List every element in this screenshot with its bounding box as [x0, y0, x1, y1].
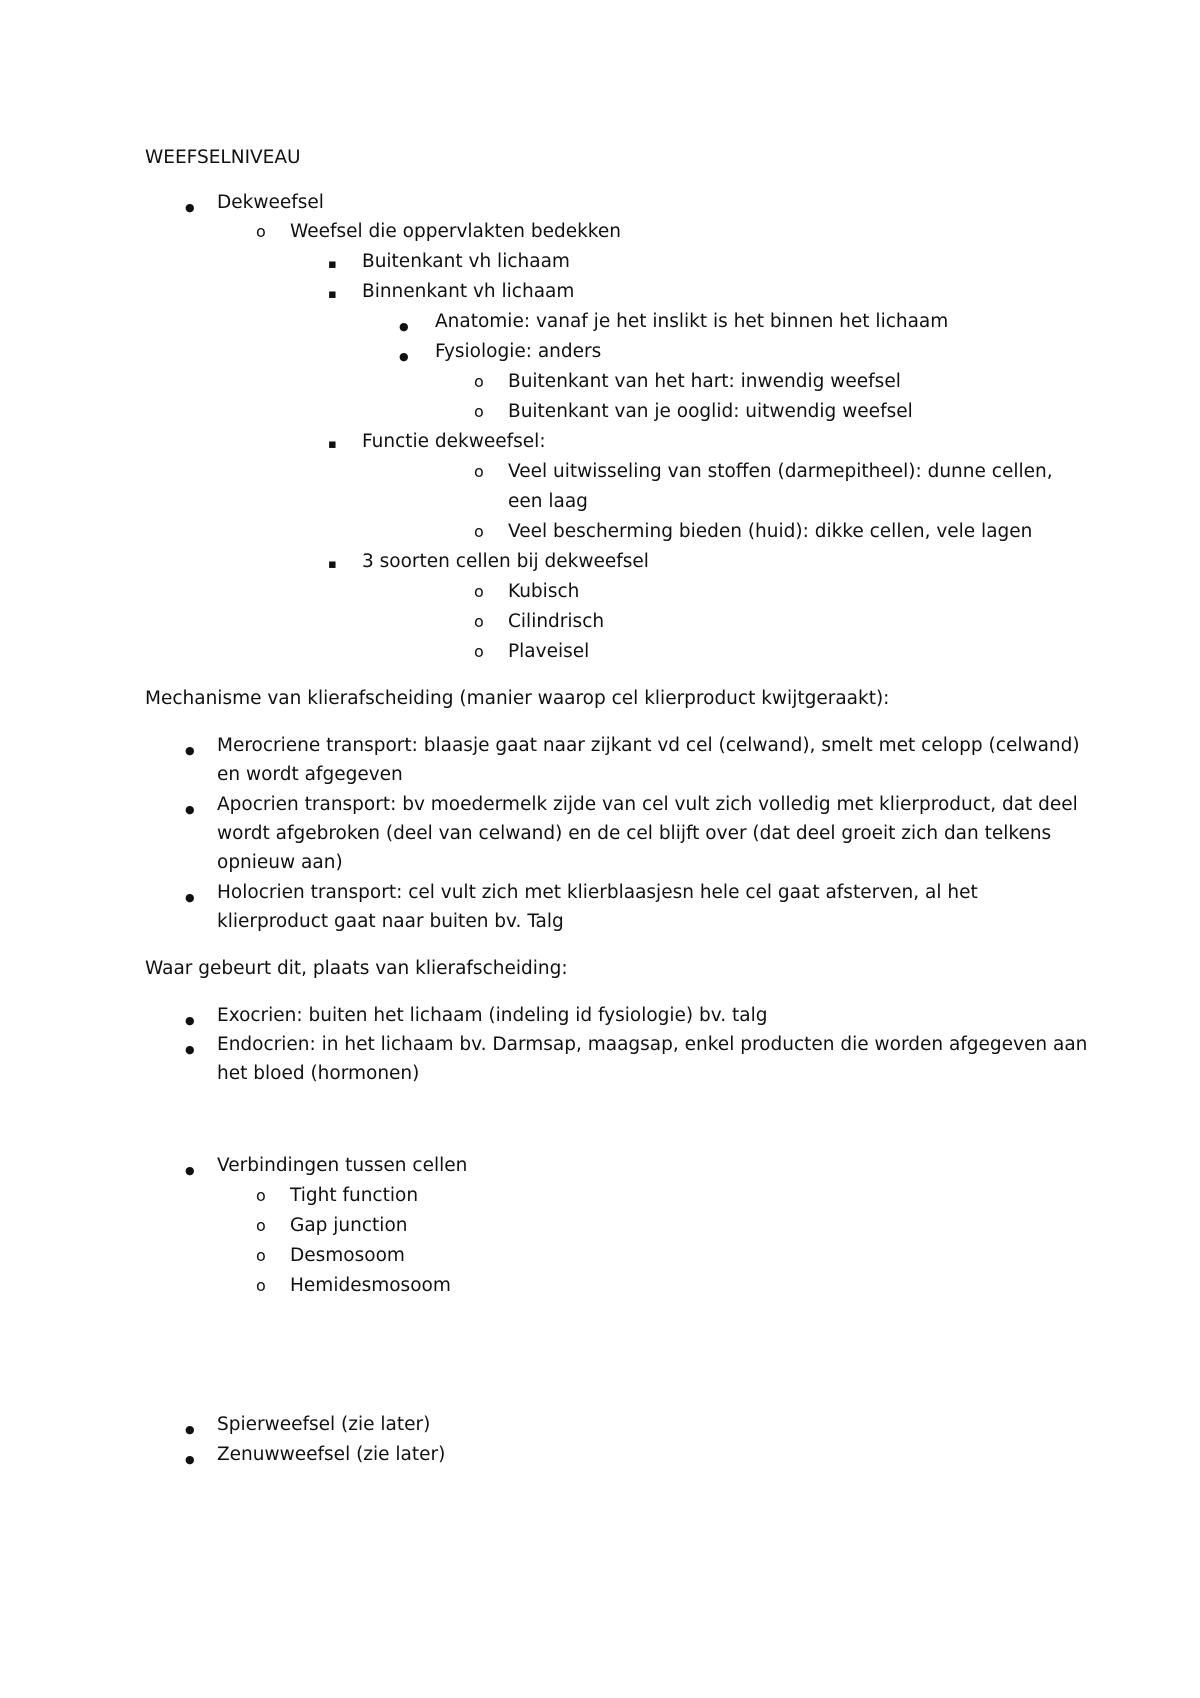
list-item: Functie dekweefsel:	[362, 431, 546, 452]
bullet-dot	[185, 1010, 195, 1029]
bullet-dot	[185, 1449, 195, 1468]
list-item: Apocrien transport: bv moedermelk zijde van cel vult zich volledig met klierproduct, dat deel	[217, 794, 1078, 815]
list-item-zenuwweefsel: Zenuwweefsel (zie later)	[217, 1444, 446, 1465]
list-item: Merocriene transport: blaasje gaat naar zijkant vd cel (celwand), smelt met celopp (celwand)	[217, 735, 1080, 756]
list-item: 3 soorten cellen bij dekweefsel	[362, 551, 649, 572]
bullet-dot	[185, 1419, 195, 1438]
list-item: Endocrien: in het lichaam bv. Darmsap, maagsap, enkel producten die worden afgegeven aan	[217, 1034, 1088, 1055]
list-item: Holocrien transport: cel vult zich met klierblaasjesn hele cel gaat afsterven, al het	[217, 882, 978, 903]
list-item-continuation: en wordt afgegeven	[217, 764, 403, 785]
list-item: Plaveisel	[508, 641, 590, 662]
bullet-square	[328, 254, 337, 273]
bullet-dot	[185, 740, 195, 759]
bullet-circle	[474, 463, 484, 482]
section-heading: Mechanisme van klierafscheiding (manier waarop cel klierproduct kwijtgeraakt):	[145, 688, 890, 709]
bullet-circle	[256, 1247, 266, 1266]
list-item: Fysiologie: anders	[435, 341, 602, 362]
bullet-dot	[185, 1039, 195, 1058]
list-item: Veel uitwisseling van stoffen (darmepitheel): dunne cellen,	[508, 461, 1053, 482]
bullet-dot	[399, 316, 409, 335]
list-item-verbindingen: Verbindingen tussen cellen	[217, 1155, 468, 1176]
list-item: Buitenkant van het hart: inwendig weefsel	[508, 371, 901, 392]
bullet-dot	[399, 346, 409, 365]
bullet-circle	[474, 403, 484, 422]
section-heading: Waar gebeurt dit, plaats van klierafscheiding:	[145, 958, 568, 979]
bullet-circle	[256, 223, 266, 242]
bullet-dot	[185, 1160, 195, 1179]
bullet-dot	[185, 887, 195, 906]
bullet-circle	[474, 523, 484, 542]
list-item: Anatomie: vanaf je het inslikt is het binnen het lichaam	[435, 311, 949, 332]
list-item-continuation: opnieuw aan)	[217, 852, 343, 873]
list-item: Kubisch	[508, 581, 580, 602]
list-item: Gap junction	[290, 1215, 408, 1236]
bullet-circle	[256, 1217, 266, 1236]
list-item: Desmosoom	[290, 1245, 405, 1266]
bullet-circle	[474, 613, 484, 632]
list-item-spierweefsel: Spierweefsel (zie later)	[217, 1414, 431, 1435]
bullet-circle	[256, 1187, 266, 1206]
list-item: Cilindrisch	[508, 611, 605, 632]
bullet-dot	[185, 799, 195, 818]
list-item-continuation: het bloed (hormonen)	[217, 1063, 420, 1084]
bullet-circle	[474, 643, 484, 662]
bullet-circle	[474, 583, 484, 602]
bullet-dot	[185, 197, 195, 216]
list-item-continuation: wordt afgebroken (deel van celwand) en de cel blijft over (dat deel groeit zich dan telkens	[217, 823, 1052, 844]
bullet-circle	[474, 373, 484, 392]
list-item: Binnenkant vh lichaam	[362, 281, 575, 302]
bullet-square	[328, 554, 337, 573]
list-item: Weefsel die oppervlakten bedekken	[290, 221, 621, 242]
list-item-continuation: klierproduct gaat naar buiten bv. Talg	[217, 911, 564, 932]
bullet-circle	[256, 1277, 266, 1296]
list-item: Veel bescherming bieden (huid): dikke cellen, vele lagen	[508, 521, 1033, 542]
list-item: Exocrien: buiten het lichaam (indeling id fysiologie) bv. talg	[217, 1005, 768, 1026]
list-item-continuation: een laag	[508, 491, 588, 512]
bullet-square	[328, 284, 337, 303]
bullet-square	[328, 434, 337, 453]
list-item: Tight function	[290, 1185, 419, 1206]
list-item: Hemidesmosoom	[290, 1275, 451, 1296]
list-item: Buitenkant van je ooglid: uitwendig weefsel	[508, 401, 913, 422]
document-title: WEEFSELNIVEAU	[145, 147, 301, 168]
list-item-dekweefsel: Dekweefsel	[217, 192, 324, 213]
list-item: Buitenkant vh lichaam	[362, 251, 570, 272]
